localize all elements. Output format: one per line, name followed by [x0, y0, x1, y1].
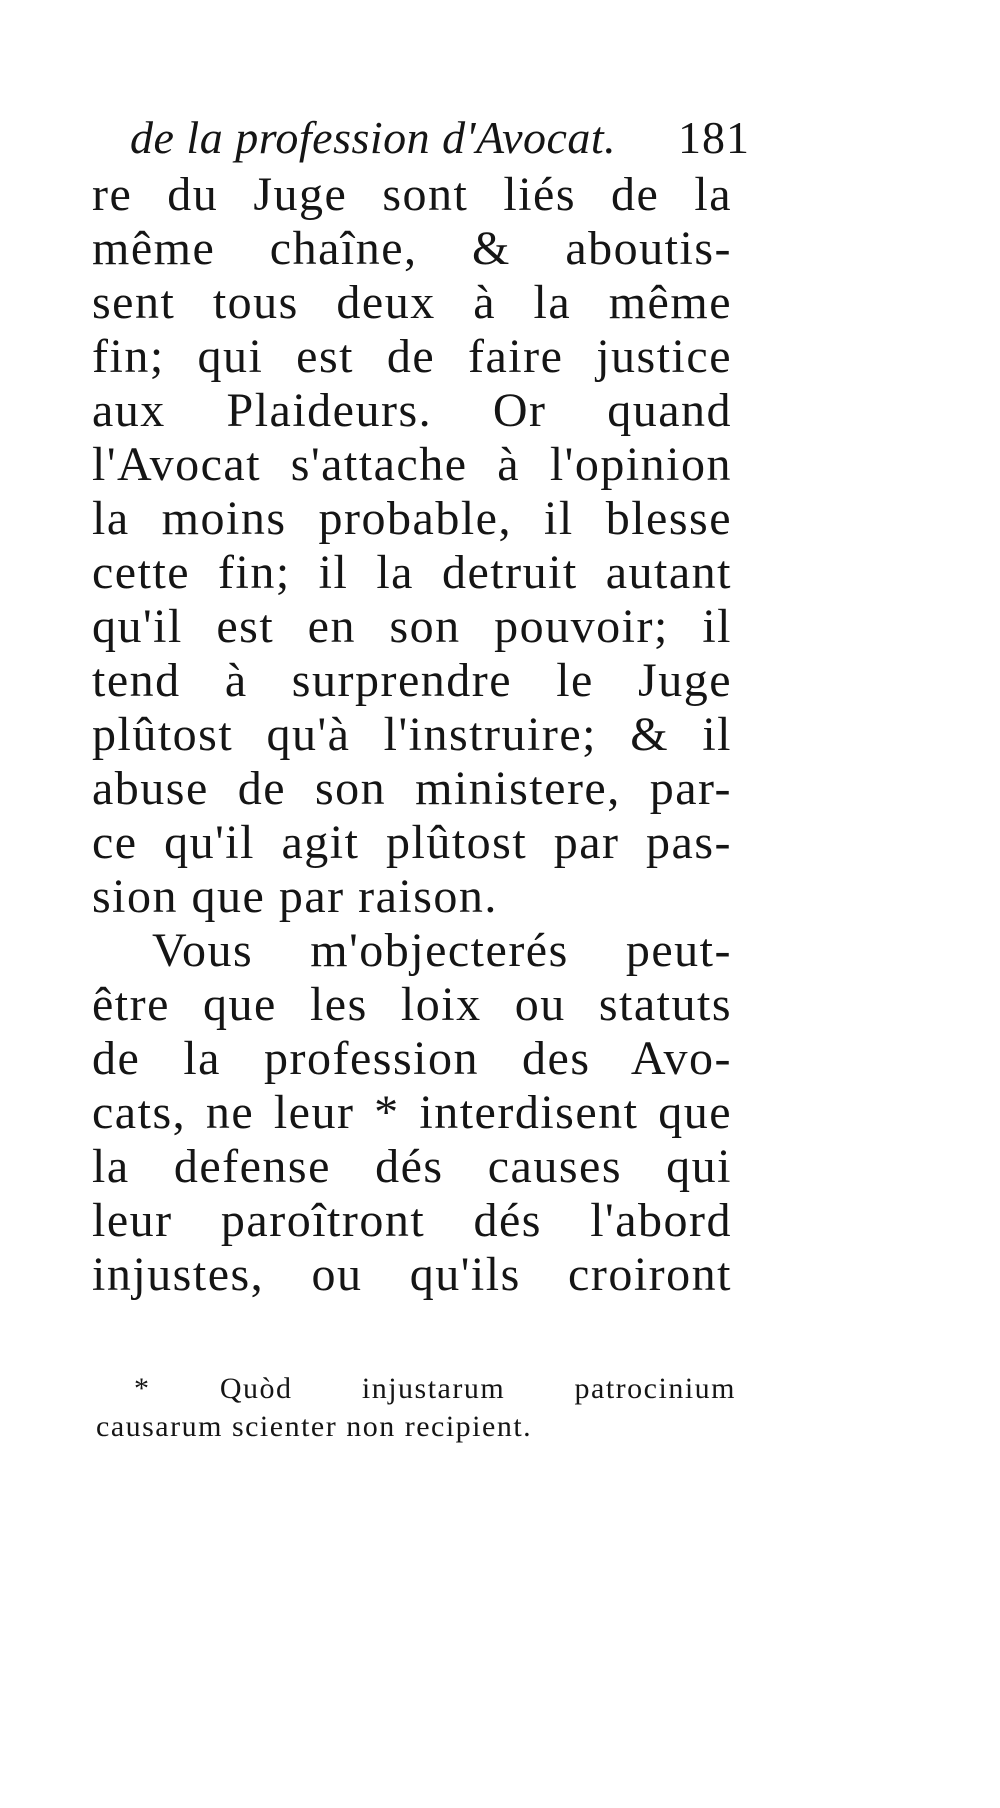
- text-line: sion que par raison.: [92, 870, 498, 923]
- text-line: abuse de son ministere, par-: [92, 762, 732, 815]
- text-line: la moins probable, il blesse: [92, 492, 732, 545]
- footnote: [96, 1370, 736, 1446]
- page-number: 181: [678, 112, 750, 163]
- text-line: qu'il est en son pouvoir; il: [92, 600, 732, 653]
- body-text: [92, 168, 732, 1302]
- text-line: de la profession des Avo-: [92, 1032, 732, 1085]
- text-line: leur paroîtront dés l'abord: [92, 1194, 732, 1247]
- text-line: re du Juge sont liés de la: [92, 168, 732, 221]
- text-line: sent tous deux à la même: [92, 276, 732, 329]
- text-line: plûtost qu'à l'instruire; & il: [92, 708, 732, 761]
- text-line: cette fin; il la detruit autant: [92, 546, 732, 599]
- text-line: cats, ne leur * interdisent que: [92, 1086, 732, 1139]
- text-line: injustes, ou qu'ils croiront: [92, 1248, 732, 1301]
- text-line: fin; qui est de faire justice: [92, 330, 732, 383]
- text-line: aux Plaideurs. Or quand: [92, 384, 732, 437]
- text-line: même chaîne, & aboutis-: [92, 222, 732, 275]
- text-line: tend à surprendre le Juge: [92, 654, 732, 707]
- page-header: [130, 112, 750, 172]
- paragraph-first-line: Vous m'objecterés peut-: [152, 924, 732, 977]
- text-line: ce qu'il agit plûtost par pas-: [92, 816, 732, 869]
- text-line: la defense dés causes qui: [92, 1140, 732, 1193]
- running-title: de la profession d'Avocat.: [130, 112, 617, 163]
- text-line: être que les loix ou statuts: [92, 978, 732, 1031]
- footnote-line: * Quòd injustarum patrocinium: [134, 1372, 736, 1405]
- footnote-line: causarum scienter non recipient.: [96, 1410, 533, 1443]
- text-line: l'Avocat s'attache à l'opinion: [92, 438, 732, 491]
